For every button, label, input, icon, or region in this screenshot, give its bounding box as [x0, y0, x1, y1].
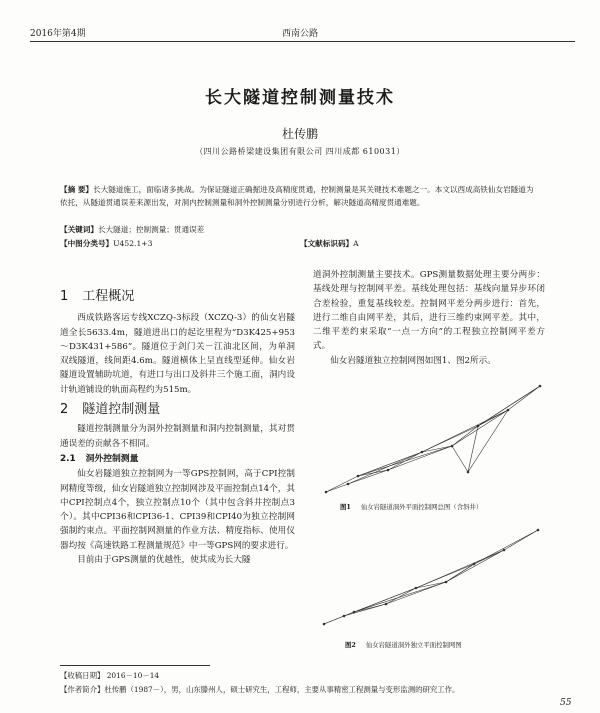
right-paragraph-1: 道洞外控制测量主要技术。GPS测量数据处理主要分两步：基线处理与控制网平差。基线处理包括：基线向量异步环闭合差检验，重复基线较差。控制网平差分两步进行：首先，进行二维自由网平差，其后，进行三维约束网平差。其中，二维平差约束采取“一点一方向”的工程独立控制网平差方式。: [313, 270, 545, 352]
figure-1-label: 图1: [340, 503, 351, 511]
keywords: [60, 224, 540, 235]
section-2-1-title: 洞外控制测量: [85, 453, 139, 464]
section-2-1-paragraph-1: 仙女岩隧道独立控制网为一等GPS控制网，高于CPI控制网精度等级，仙女岩隧道独立控制网涉及平面控制点14个，其中CPI控制点4个，独立控制点10个（其中包含斜井控制点3个）。其中CPI36和CPI36-1、CPI39和CPI40为独立控制网强制约束点。平面控制网测量的作业方法、精度指标、使用仪器均按《高速铁路工程测量规范》中一等GPS网的要求进行。: [60, 469, 295, 551]
footnote-author-bio: [60, 684, 560, 695]
section-2-title: 隧道控制测量: [82, 402, 161, 418]
figure-2-network-diagram: [318, 520, 546, 632]
figure-2-caption-text: 仙女岩隧道洞外独立平面控制网图: [365, 641, 462, 649]
right-column: [313, 268, 545, 368]
section-2-1-number: 2.1: [60, 453, 76, 464]
classification-label: 【中图分类号】: [60, 239, 114, 248]
footnote-rule: [60, 665, 210, 666]
classification-value: U452.1+3: [113, 239, 153, 248]
right-paragraph-2: 仙女岩隧道独立控制网图如图1、图2所示。: [330, 355, 496, 366]
keywords-label: 【关键词】: [60, 225, 98, 234]
document-code: [300, 238, 359, 249]
author-name: 杜传鹏: [281, 127, 318, 141]
keywords-text: 长大隧道；控制测量；贯通误差: [97, 225, 205, 234]
section-1-title: 工程概况: [82, 289, 135, 304]
author-affiliation: （四川公路桥梁建设集团有限公司 四川成都 610031）: [195, 147, 405, 156]
page-number: 55: [560, 698, 572, 708]
section-2-1-heading: [60, 452, 295, 466]
left-column: [60, 290, 295, 567]
received-date: 2016－10－14: [106, 671, 160, 680]
abstract-label: 【摘 要】: [60, 185, 94, 194]
section-2-heading: [60, 403, 295, 417]
section-2-number: 2: [60, 402, 69, 418]
paper-title: 长大隧道控制测量技术: [205, 88, 395, 108]
section-1-heading: [60, 290, 295, 304]
footnote-received: [60, 670, 159, 681]
figure-2-caption: [345, 640, 462, 649]
figure-1-caption: [340, 502, 482, 511]
doc-code-value: A: [353, 239, 359, 248]
author-bio-label: 【作者简介】: [60, 685, 105, 694]
abstract-text: 长大隧道施工，面临诸多挑战。为保证隧道正确掘进及高精度贯通，控制测量是其关键技术难题之一。本文以西成高铁仙女岩隧道为依托，从隧道贯通误差来源出发，对洞内控制测量和洞外控制测量分别进行分析，解决隧道高精度贯通难题。: [60, 185, 534, 207]
figure-1-network-diagram: [318, 372, 546, 500]
journal-name: 西南公路: [282, 29, 319, 39]
figure-1-caption-text: 仙女岩隧道洞外平面控制网总图（含斜井）: [360, 503, 483, 511]
journal-issue: 2016年第4期: [30, 29, 86, 39]
author-bio-text: 杜传鹏（1987－），男，山东滕州人，硕士研究生，工程师，主要从事精密工程测量与变形监测的研究工作。: [104, 685, 460, 694]
doc-code-label: 【文献标识码】: [300, 239, 354, 248]
figure-2-label: 图2: [345, 641, 356, 649]
classification-number: [60, 238, 153, 249]
section-2-paragraph: 隧道控制测量分为洞外控制测量和洞内控制测量，其对贯通误差的贡献各不相同。: [60, 424, 295, 449]
header-rule: [30, 41, 575, 42]
section-1-paragraph: 西成铁路客运专线XCZQ-3标段（XCZQ-3）的仙女岩隧道全长5633.4m，隧道进出口的起讫里程为“D3K425+953～D3K431+586”。隧道位于剑门关－江油北区间，为单洞双线隧道，线间距4.6m。隧道横体上呈直线型延伸。仙女岩隧道设置辅助坑道，有进口与出口及斜井三个施工面，洞内设计轨道铺设的轨面高程约为515m。: [60, 313, 295, 395]
received-label: 【收稿日期】: [60, 671, 105, 680]
abstract: [60, 183, 540, 209]
section-2-1-paragraph-2: 目前由于GPS测量的优越性，使其成为长大隧: [77, 555, 251, 566]
section-1-number: 1: [60, 289, 69, 304]
